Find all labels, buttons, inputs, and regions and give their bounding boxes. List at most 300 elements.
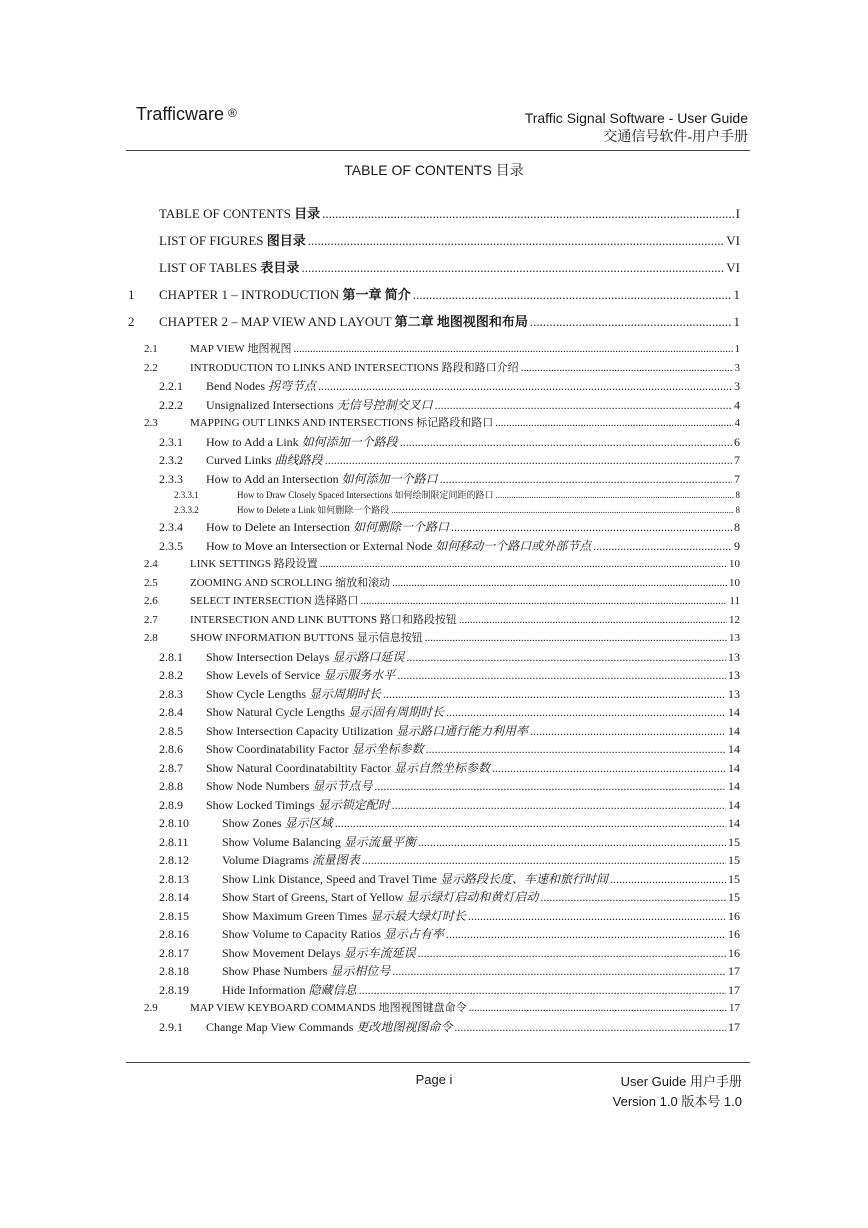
- toc-entry-title-zh: 如何删除一个路口: [352, 520, 449, 534]
- toc-entry-title-en: Change Map View Commands: [206, 1019, 354, 1034]
- toc-entry-number: 2.8.4: [159, 705, 183, 719]
- toc-entry-number: 2.3: [144, 417, 158, 429]
- toc-entry-title-zh: 缩放和滚动: [335, 576, 391, 589]
- toc-entry-title: [190, 359, 519, 377]
- document-title: [525, 108, 748, 148]
- document-title-zh: 交通信号软件-用户手册: [603, 130, 748, 145]
- toc-entry-number: 2.2: [144, 361, 158, 374]
- toc-entry-title-en: Hide Information: [222, 982, 306, 997]
- toc-leader-dots: [392, 962, 726, 980]
- toc-entry-page: 3: [734, 379, 740, 393]
- toc-entry-title-zh: 显示锁定配时: [317, 797, 390, 812]
- toc-entry[interactable]: [128, 359, 740, 378]
- toc-leader-dots: [495, 488, 733, 503]
- toc-entry-page: 15: [728, 834, 740, 849]
- toc-entry-title-en: Show Link Distance, Speed and Travel Time: [222, 871, 437, 886]
- toc-entry-title: [206, 537, 591, 555]
- toc-entry-title-en: MAP VIEW: [190, 343, 245, 355]
- toc-entry-title-zh: 曲线路段: [274, 453, 323, 467]
- toc-entry-title-en: TABLE OF CONTENTS: [159, 206, 291, 221]
- header-divider: [126, 150, 750, 151]
- toc-leader-dots: [325, 451, 732, 469]
- toc-entry-title: [206, 1018, 452, 1036]
- toc-entry-number: 2.3.5: [159, 538, 183, 553]
- toc-entry-page: 9: [734, 538, 740, 553]
- toc-leader-dots: [293, 340, 732, 358]
- toc-entry-title: [190, 592, 358, 610]
- toc-entry-title-zh: 显示路口通行能力利用率: [395, 723, 528, 738]
- toc-leader-dots: [610, 870, 726, 888]
- toc-leader-dots: [400, 433, 732, 451]
- toc-leader-dots: [362, 851, 726, 869]
- toc-entry-title: [237, 488, 493, 503]
- toc-leader-dots: [359, 981, 726, 999]
- toc-leader-dots: [413, 286, 732, 304]
- toc-entry-page: 16: [728, 927, 740, 941]
- toc-entry-title-en: Show Maximum Green Times: [222, 908, 368, 923]
- toc-leader-dots: [418, 833, 726, 851]
- toc-leader-dots: [446, 703, 726, 721]
- toc-entry[interactable]: [128, 981, 740, 1000]
- toc-entry-number: 2.8.16: [159, 927, 189, 941]
- toc-entry-number: 2.8.13: [159, 871, 189, 886]
- toc-leader-dots: [425, 629, 727, 647]
- toc-entry-title-zh: 如何绘制限定间距的路口: [394, 490, 494, 500]
- toc-entry-title: [190, 574, 390, 592]
- toc-entry-title-en: How to Draw Closely Spaced Intersections: [237, 490, 393, 500]
- toc-entry-number: 2.8.6: [159, 742, 183, 756]
- toc-leader-dots: [454, 1018, 726, 1036]
- toc-entry-title-zh: 显示坐标参数: [351, 742, 424, 756]
- toc-entry-title: [190, 999, 467, 1017]
- toc-entry-number: 2.8.14: [159, 890, 189, 904]
- toc-entry-title-zh: 地图视图键盘命令: [378, 1002, 467, 1014]
- toc-entry-title: [206, 759, 490, 777]
- toc-entry[interactable]: [128, 414, 740, 433]
- toc-entry-page: 17: [729, 1002, 740, 1014]
- toc-entry-title-zh: 第二章 地图视图和布局: [394, 314, 528, 329]
- toc-entry[interactable]: [128, 685, 740, 704]
- toc-entry[interactable]: [128, 313, 740, 340]
- toc-entry-page: 13: [729, 632, 740, 644]
- toc-entry-title-zh: 显示相位号: [330, 964, 391, 978]
- toc-entry[interactable]: [128, 611, 740, 630]
- toc-entry-page: 14: [728, 779, 740, 793]
- toc-entry-number: 2.2.2: [159, 397, 183, 412]
- toc-entry-title: [206, 796, 390, 814]
- toc-entry-number: 2.8.9: [159, 797, 183, 812]
- toc-entry-title: [206, 722, 528, 740]
- toc-entry-title: [222, 870, 608, 888]
- toc-entry-title-zh: 显示最大绿灯时长: [370, 908, 467, 923]
- toc-entry-page: 7: [734, 453, 740, 467]
- toc-leader-dots: [391, 503, 733, 518]
- toc-entry-title-en: Bend Nodes: [206, 379, 265, 393]
- toc-entry-title: [190, 414, 493, 432]
- toc-entry-title-zh: 显示流量平衡: [343, 834, 416, 849]
- toc-entry-title-zh: 如何移动一个路口或外部节点: [435, 538, 592, 553]
- toc-entry-page: 10: [729, 576, 740, 589]
- toc-entry[interactable]: [128, 503, 740, 518]
- toc-entry-title-en: Show Intersection Delays: [206, 649, 330, 664]
- toc-entry-title-zh: 显示路段长度、车速和旅行时间: [440, 871, 609, 886]
- toc-entry-title: [159, 205, 320, 223]
- toc-entry-title-en: How to Delete a Link: [237, 505, 315, 515]
- toc-entry[interactable]: [128, 703, 740, 722]
- toc-entry-title-en: Show Coordinatability Factor: [206, 742, 349, 756]
- toc-entry-title-en: INTRODUCTION TO LINKS AND INTERSECTIONS: [190, 361, 439, 374]
- toc-leader-dots: [435, 396, 732, 414]
- toc-entry-title-en: Show Node Numbers: [206, 779, 310, 793]
- toc-leader-dots: [308, 232, 725, 250]
- toc-entry-title: [222, 851, 360, 869]
- toc-entry-number: 2.8.10: [159, 816, 189, 830]
- toc-entry-page: 15: [728, 890, 740, 904]
- toc-entry[interactable]: [128, 962, 740, 981]
- toc-leader-dots: [397, 666, 726, 684]
- toc-entry-title-zh: 显示信息按钮: [356, 632, 423, 644]
- toc-leader-dots: [440, 470, 732, 488]
- toc-entry-title: [206, 377, 316, 395]
- toc-entry-title: [206, 396, 433, 414]
- toc-entry-title-en: Show Volume to Capacity Ratios: [222, 927, 381, 941]
- toc-entry-title-zh: 目录: [294, 206, 321, 221]
- toc-entry[interactable]: [128, 999, 740, 1018]
- toc-entry-title-zh: 表目录: [260, 260, 300, 275]
- toc-entry-title-zh: 显示自然坐标参数: [393, 760, 490, 775]
- toc-entry-title-en: Show Phase Numbers: [222, 964, 328, 978]
- toc-entry-number: 2.8.12: [159, 853, 189, 867]
- toc-entry-number: 2.3.3.2: [174, 505, 199, 515]
- footer-info: [613, 1072, 742, 1112]
- toc-entry-page: 13: [728, 649, 740, 664]
- toc-entry-title-zh: 路段和路口介绍: [441, 361, 519, 374]
- toc-entry-title-en: Show Cycle Lengths: [206, 686, 306, 701]
- toc-entry[interactable]: [128, 814, 740, 833]
- toc-leader-dots: [322, 205, 734, 223]
- toc-leader-dots: [530, 313, 732, 331]
- toc-entry[interactable]: [128, 629, 740, 648]
- toc-leader-dots: [318, 377, 732, 395]
- toc-entry-page: 4: [734, 417, 740, 429]
- toc-entry[interactable]: [128, 286, 740, 313]
- toc-entry-title-zh: 显示车流延误: [343, 945, 416, 960]
- toc-entry-title-en: Show Locked Timings: [206, 797, 315, 812]
- brand-name: [136, 104, 237, 125]
- footer-guide: User Guide 用户手册: [620, 1074, 742, 1089]
- toc-entry-page: 17: [728, 1019, 740, 1034]
- toc-entry-page: I: [735, 206, 740, 221]
- toc-entry[interactable]: [128, 944, 740, 963]
- toc-entry-title-en: Volume Diagrams: [222, 853, 309, 867]
- toc-entry-page: 3: [734, 361, 740, 374]
- toc-entry-title-zh: 路口和路段按钮: [379, 613, 457, 626]
- toc-entry-page: 8: [735, 505, 740, 515]
- toc-entry-title-zh: 路段设置: [273, 558, 318, 570]
- toc-entry[interactable]: [128, 555, 740, 574]
- toc-entry-number: 2.5: [144, 576, 158, 589]
- toc-entry[interactable]: [128, 470, 740, 489]
- toc-entry-number: 2.8.5: [159, 723, 183, 738]
- toc-entry-page: 10: [729, 558, 740, 570]
- toc-entry-title: [206, 777, 372, 795]
- toc-leader-dots: [418, 944, 726, 962]
- toc-entry-page: 16: [728, 908, 740, 923]
- toc-entry-number: 2.8.19: [159, 982, 189, 997]
- toc-entry-title: [222, 888, 538, 906]
- toc-leader-dots: [451, 518, 732, 536]
- toc-entry[interactable]: [128, 777, 740, 796]
- toc-entry-title-en: Show Natural Coordinatabiltity Factor: [206, 760, 391, 775]
- toc-entry-page: 17: [728, 982, 740, 997]
- toc-entry-number: 2.2.1: [159, 379, 183, 393]
- toc-entry[interactable]: [128, 796, 740, 815]
- toc-entry-title-zh: 显示绿灯启动和黄灯启动: [406, 890, 539, 904]
- table-of-contents: [128, 205, 740, 1036]
- page-number: Page i: [415, 1072, 453, 1087]
- brand-text: Trafficware: [136, 104, 225, 124]
- toc-leader-dots: [374, 777, 726, 795]
- toc-entry-title-en: How to Move an Intersection or External Node: [206, 538, 433, 553]
- toc-entry[interactable]: [128, 340, 740, 359]
- toc-entry-page: 11: [729, 595, 740, 607]
- toc-entry-title: [222, 907, 466, 925]
- toc-entry-title: [206, 451, 323, 469]
- toc-entry-title: [206, 518, 449, 536]
- toc-entry-title-zh: 选择路口: [314, 595, 359, 607]
- toc-leader-dots: [335, 814, 726, 832]
- toc-entry-title-zh: 更改地图视图命令: [356, 1019, 453, 1034]
- toc-entry-page: 15: [728, 871, 740, 886]
- toc-entry-title: [206, 685, 381, 703]
- toc-entry-title: [222, 981, 357, 999]
- toc-entry-page: 4: [734, 397, 740, 412]
- toc-entry-number: 2.8.3: [159, 686, 183, 701]
- toc-entry-title-zh: 显示服务水平: [323, 668, 396, 682]
- toc-entry[interactable]: [128, 1018, 740, 1037]
- toc-entry-title: [206, 433, 398, 451]
- toc-entry-title-en: Show Movement Delays: [222, 945, 341, 960]
- toc-entry[interactable]: [128, 722, 740, 741]
- toc-entry-number: 2.4: [144, 558, 158, 570]
- toc-entry-title-en: CHAPTER 1 – INTRODUCTION: [159, 287, 340, 302]
- toc-entry-page: 6: [734, 434, 740, 449]
- toc-leader-dots: [468, 907, 726, 925]
- toc-entry-title: [190, 555, 318, 573]
- toc-entry-title: [222, 833, 416, 851]
- toc-entry[interactable]: [128, 574, 740, 593]
- toc-entry-title: [190, 629, 423, 647]
- toc-entry-number: 2.3.3.1: [174, 490, 199, 500]
- toc-entry-page: 14: [728, 797, 740, 812]
- toc-leader-dots: [426, 740, 726, 758]
- toc-entry-number: 2.9: [144, 1002, 158, 1014]
- toc-entry-number: 2.8.18: [159, 964, 189, 978]
- toc-entry[interactable]: [128, 232, 740, 259]
- toc-leader-dots: [320, 555, 727, 573]
- document-title-en: Traffic Signal Software - User Guide: [524, 110, 748, 126]
- toc-entry-number: 2.8.11: [159, 834, 189, 849]
- toc-entry-title-en: LIST OF FIGURES: [159, 233, 264, 248]
- toc-entry-page: 14: [728, 816, 740, 830]
- toc-entry-number: 2.9.1: [159, 1019, 183, 1034]
- toc-entry[interactable]: [128, 488, 740, 503]
- toc-entry-title-en: LIST OF TABLES: [159, 260, 258, 275]
- toc-entry-title-en: Show Volume Balancing: [222, 834, 341, 849]
- toc-entry-title-en: Show Intersection Capacity Utilization: [206, 723, 393, 738]
- toc-entry-title-zh: 如何添加一个路段: [301, 434, 398, 449]
- toc-entry-title: [159, 232, 306, 250]
- toc-entry-title-zh: 无信号控制交叉口: [336, 397, 433, 412]
- footer-divider: [126, 1062, 750, 1063]
- toc-entry-title: [190, 340, 291, 358]
- toc-entry-title-en: Curved Links: [206, 453, 272, 467]
- toc-entry[interactable]: [128, 870, 740, 889]
- toc-leader-dots: [392, 796, 726, 814]
- toc-entry-title-en: How to Delete an Intersection: [206, 520, 350, 534]
- toc-entry-title: [206, 470, 438, 488]
- toc-entry[interactable]: [128, 537, 740, 556]
- toc-leader-dots: [459, 611, 727, 629]
- toc-entry-title: [222, 814, 333, 832]
- toc-entry-title-zh: 显示固有周期时长: [347, 705, 444, 719]
- toc-entry[interactable]: [128, 925, 740, 944]
- toc-entry-title: [159, 259, 299, 277]
- toc-entry-title-zh: 显示节点号: [312, 779, 373, 793]
- toc-entry-title-en: How to Add an Intersection: [206, 471, 339, 486]
- toc-leader-dots: [540, 888, 726, 906]
- toc-entry-title-en: Show Zones: [222, 816, 282, 830]
- toc-entry-page: 1: [733, 287, 740, 302]
- toc-entry[interactable]: [128, 851, 740, 870]
- toc-entry-title: [222, 962, 390, 980]
- toc-entry-title-zh: 标记路段和路口: [416, 417, 494, 429]
- footer-version: Version 1.0 版本号 1.0: [612, 1094, 742, 1109]
- toc-entry[interactable]: [128, 396, 740, 415]
- toc-entry-number: 2: [128, 314, 135, 329]
- toc-entry-page: 14: [728, 723, 740, 738]
- toc-entry-page: 16: [728, 945, 740, 960]
- toc-entry-title: [206, 648, 404, 666]
- toc-entry-title-en: LINK SETTINGS: [190, 558, 271, 570]
- toc-entry[interactable]: [128, 518, 740, 537]
- toc-entry-number: 2.3.4: [159, 520, 183, 534]
- toc-entry[interactable]: [128, 833, 740, 852]
- toc-entry-title: [190, 611, 457, 629]
- toc-entry-title-zh: 如何删除一个路段: [317, 505, 390, 515]
- toc-leader-dots: [360, 592, 727, 610]
- toc-entry-page: 8: [735, 490, 740, 500]
- toc-entry-title-en: MAPPING OUT LINKS AND INTERSECTIONS: [190, 417, 414, 429]
- registered-mark: ®: [228, 106, 237, 120]
- toc-entry-title-en: SELECT INTERSECTION: [190, 595, 312, 607]
- toc-entry-title-en: Unsignalized Intersections: [206, 397, 334, 412]
- toc-entry-title-zh: 显示路口延误: [332, 649, 405, 664]
- toc-leader-dots: [495, 414, 732, 432]
- toc-entry-title-en: Show Natural Cycle Lengths: [206, 705, 345, 719]
- toc-entry-title-zh: 地图视图: [247, 343, 292, 355]
- toc-entry[interactable]: [128, 377, 740, 396]
- toc-entry-title: [159, 313, 528, 331]
- toc-leader-dots: [406, 648, 726, 666]
- toc-entry-number: 2.8.15: [159, 908, 189, 923]
- toc-entry-page: 8: [734, 520, 740, 534]
- toc-leader-dots: [521, 359, 733, 377]
- toc-entry[interactable]: [128, 451, 740, 470]
- toc-leader-dots: [492, 759, 726, 777]
- toc-entry-page: 14: [728, 742, 740, 756]
- toc-entry-number: 2.8.8: [159, 779, 183, 793]
- toc-entry-number: 2.3.2: [159, 453, 183, 467]
- toc-entry-title-en: How to Add a Link: [206, 434, 299, 449]
- toc-entry-number: 2.6: [144, 595, 158, 607]
- toc-entry-title: [159, 286, 411, 304]
- toc-entry-number: 2.8: [144, 632, 158, 644]
- toc-entry-title-zh: 显示占有率: [383, 927, 444, 941]
- toc-entry-title-zh: 显示周期时长: [309, 686, 382, 701]
- toc-entry[interactable]: [128, 907, 740, 926]
- toc-entry[interactable]: [128, 666, 740, 685]
- toc-leader-dots: [530, 722, 726, 740]
- toc-entry-number: 2.7: [144, 613, 158, 626]
- toc-entry[interactable]: [128, 740, 740, 759]
- toc-leader-dots: [301, 259, 724, 277]
- toc-entry-title-zh: 流量图表: [311, 853, 360, 867]
- toc-entry[interactable]: [128, 433, 740, 452]
- toc-entry-number: 2.3.3: [159, 471, 183, 486]
- toc-heading: TABLE OF CONTENTS 目录: [344, 162, 524, 178]
- toc-entry-title: [237, 503, 389, 518]
- toc-entry-title-en: ZOOMING AND SCROLLING: [190, 576, 333, 589]
- toc-entry-number: 2.1: [144, 343, 158, 355]
- toc-entry-title-en: SHOW INFORMATION BUTTONS: [190, 632, 354, 644]
- toc-entry[interactable]: [128, 759, 740, 778]
- toc-entry[interactable]: [128, 259, 740, 286]
- toc-entry-number: 1: [128, 287, 135, 302]
- toc-entry-number: 2.3.1: [159, 434, 183, 449]
- toc-entry[interactable]: [128, 648, 740, 667]
- toc-entry-title-zh: 拐弯节点: [268, 379, 317, 393]
- toc-entry-title-zh: 第一章 简介: [342, 287, 411, 302]
- toc-leader-dots: [469, 999, 727, 1017]
- toc-entry-page: 14: [728, 760, 740, 775]
- toc-entry[interactable]: [128, 205, 740, 232]
- toc-entry-title-zh: 隐藏信息: [308, 982, 357, 997]
- toc-entry-title: [222, 944, 416, 962]
- toc-entry-number: 2.8.1: [159, 649, 183, 664]
- toc-entry-title-zh: 显示区域: [284, 816, 333, 830]
- toc-entry-page: 15: [728, 853, 740, 867]
- toc-entry-title: [222, 925, 444, 943]
- toc-entry-title-en: Show Start of Greens, Start of Yellow: [222, 890, 404, 904]
- toc-entry[interactable]: [128, 888, 740, 907]
- toc-entry[interactable]: [128, 592, 740, 611]
- toc-entry-page: 13: [728, 686, 740, 701]
- toc-entry-page: 12: [729, 613, 740, 626]
- toc-entry-title-en: MAP VIEW KEYBOARD COMMANDS: [190, 1002, 376, 1014]
- toc-leader-dots: [383, 685, 726, 703]
- toc-entry-page: 7: [734, 471, 740, 486]
- toc-entry-title-en: CHAPTER 2 – MAP VIEW AND LAYOUT: [159, 314, 392, 329]
- toc-entry-number: 2.8.2: [159, 668, 183, 682]
- toc-entry-page: VI: [726, 260, 740, 275]
- toc-entry-title-zh: 图目录: [266, 233, 306, 248]
- toc-entry-page: 1: [733, 314, 740, 329]
- toc-entry-page: 14: [728, 705, 740, 719]
- toc-entry-title-zh: 如何添加一个路口: [341, 471, 438, 486]
- toc-entry-page: 13: [728, 668, 740, 682]
- toc-entry-page: VI: [726, 233, 740, 248]
